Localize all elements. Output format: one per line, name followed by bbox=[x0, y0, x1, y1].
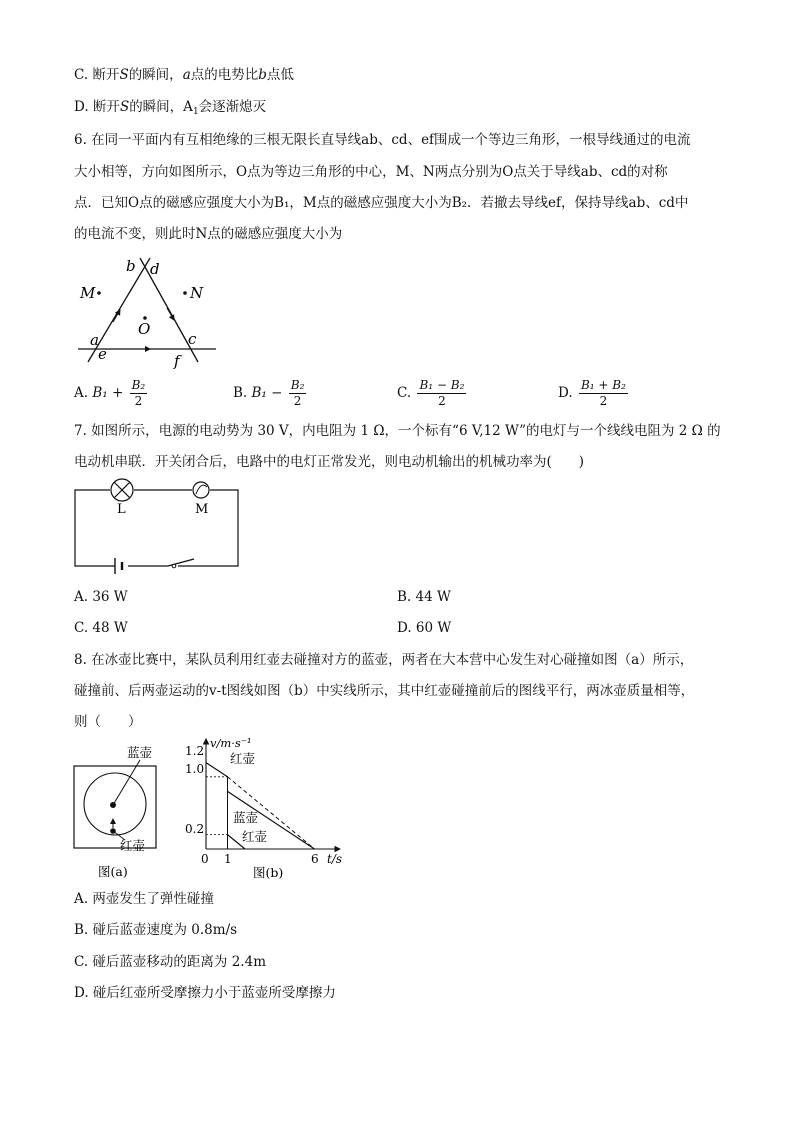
label-d: d bbox=[150, 260, 160, 278]
battery-icon bbox=[115, 558, 122, 574]
caption-b: 图(b) bbox=[253, 865, 284, 880]
tick-x-1: 1 bbox=[224, 852, 232, 866]
arrow-cd bbox=[167, 308, 174, 320]
label-f: f bbox=[174, 352, 180, 370]
tick-y-1.0: 1.0 bbox=[185, 762, 205, 776]
tick-y-1.2: 1.2 bbox=[185, 744, 205, 758]
label-blue: 蓝壶 bbox=[127, 745, 153, 760]
red-before-line bbox=[206, 763, 228, 777]
point-n bbox=[183, 291, 187, 295]
q7-stem-line1: 7. 如图所示，电源的电动势为 30 V，内电阻为 1 Ω，一个标有“6 V,12 W”的电灯与一个线线电阻为 2 Ω 的 bbox=[74, 423, 721, 439]
q6-stem-line1: 6. 在同一平面内有互相绝缘的三根无限长直导线ab、cd、ef围成一个等边三角形，一根导线通过的电流 bbox=[74, 132, 691, 148]
q7-option-c[interactable]: C. 48 W bbox=[74, 620, 128, 636]
q7-circuit-figure bbox=[70, 478, 245, 578]
q6-stem-line2: 大小相等，方向如图所示，O点为等边三角形的中心，M、N两点分别为O点关于导线ab、cd的对称 bbox=[74, 164, 668, 180]
q5-option-d: D. 断开S的瞬间，$A_1$会逐渐熄灭 bbox=[74, 99, 267, 117]
lamp-icon bbox=[111, 479, 133, 501]
label-red-before: 红壶 bbox=[230, 751, 256, 766]
tick-y-0.2: 0.2 bbox=[185, 822, 205, 836]
label-c: c bbox=[188, 330, 197, 348]
q8-option-b[interactable]: B. 碰后蓝壶速度为 0.8m/s bbox=[74, 922, 238, 938]
label-m: M bbox=[195, 502, 209, 517]
q8-option-d[interactable]: D. 碰后红壶所受摩擦力小于蓝壶所受摩擦力 bbox=[74, 985, 336, 1001]
x-axis-label: t/s bbox=[327, 852, 343, 866]
tick-x-6: 6 bbox=[311, 852, 319, 866]
motor-icon bbox=[193, 482, 209, 498]
q8-stem-line1: 8. 在冰壶比赛中，某队员利用红壶去碰撞对方的蓝壶，两者在大本营中心发生对心碰撞如图（a）所示， bbox=[74, 652, 694, 668]
q8-option-a[interactable]: A. 两壶发生了弹性碰撞 bbox=[74, 891, 214, 907]
q6-stem-line4: 的电流不变，则此时N点的磁感应强度大小为 bbox=[74, 226, 343, 242]
label-blue-after: 蓝壶 bbox=[233, 810, 259, 825]
label-m: M bbox=[80, 284, 96, 302]
q8-figure-b bbox=[180, 735, 355, 883]
q6-stem-line3: 点．已知O点的磁感应强度大小为B₁，M点的磁感应强度大小为B₂．若撤去导线ef，保持导线ab、cd中 bbox=[74, 195, 689, 211]
q5-option-c: C. 断开S的瞬间，a点的电势比b点低 bbox=[74, 67, 294, 83]
point-m bbox=[97, 291, 101, 295]
y-axis-label: v/m·s⁻¹ bbox=[210, 736, 252, 750]
q6-option-c[interactable]: C. $\frac{\text{B₁ − B₂}}{2}$ bbox=[397, 378, 465, 408]
label-e: e bbox=[98, 345, 107, 363]
arrow-ab bbox=[113, 310, 120, 322]
q7-option-d[interactable]: D. 60 W bbox=[397, 620, 452, 636]
label-red: 红壶 bbox=[120, 838, 146, 853]
q8-stem-line3: 则（ ） bbox=[74, 714, 142, 730]
caption-a: 图(a) bbox=[98, 864, 128, 879]
q6-option-b[interactable]: B. B₁ − $\frac{\text{B₂}}{2}$ bbox=[233, 378, 305, 408]
q8-stem-line2: 碰撞前、后两壶运动的v-t图线如图（b）中实线所示，其中红壶碰撞前后的图线平行，两冰壶质量相等， bbox=[74, 683, 695, 699]
tick-x-0: 0 bbox=[201, 852, 209, 866]
q6-option-d[interactable]: D. $\frac{\text{B₁ + B₂}}{2}$ bbox=[558, 378, 626, 408]
q8-figure-a bbox=[70, 740, 170, 882]
q6-triangle-figure bbox=[70, 252, 230, 372]
q8-option-c[interactable]: C. 碰后蓝壶移动的距离为 2.4m bbox=[74, 954, 266, 970]
q6-option-a[interactable]: A. B₁ + $\frac{\text{B₂}}{2}$ bbox=[74, 378, 146, 408]
label-a: a bbox=[90, 331, 99, 349]
label-b: b bbox=[126, 257, 136, 275]
label-red-after: 红壶 bbox=[242, 829, 268, 844]
q7-option-b[interactable]: B. 44 W bbox=[397, 589, 451, 605]
label-n: N bbox=[190, 284, 204, 302]
label-o: O bbox=[138, 320, 151, 338]
q7-stem-line2: 电动机串联．开关闭合后，电路中的电灯正常发光，则电动机输出的机械功率为( ) bbox=[74, 454, 585, 470]
q7-option-a[interactable]: A. 36 W bbox=[74, 589, 128, 605]
label-l: L bbox=[117, 502, 126, 517]
